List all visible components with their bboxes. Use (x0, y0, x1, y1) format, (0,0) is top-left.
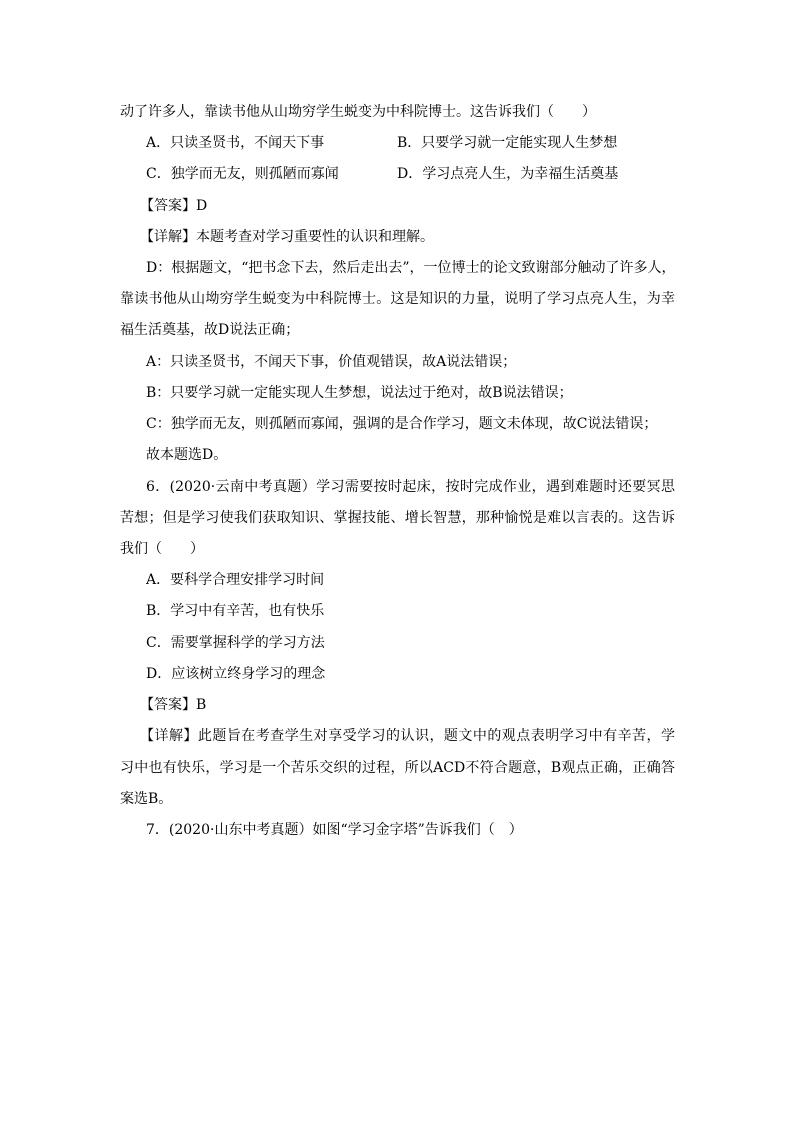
q6-stem-line: 我们（ ） (120, 541, 204, 557)
q5-explanation-heading: 【详解】本题考查对学习重要性的认识和理解。 (140, 229, 434, 245)
q5-stem-tail: 动了许多人，靠读书他从山坳穷学生蜕变为中科院博士。这告诉我们（ ） (120, 104, 596, 120)
q5-explanation-line: 福生活奠基，故D说法正确； (120, 322, 300, 338)
q6-option-c: C．需要掌握科学的学习方法 (146, 635, 325, 651)
q5-explanation-line: 靠读书他从山坳穷学生蜕变为中科院博士。这是知识的力量，说明了学习点亮人生，为幸 (120, 291, 675, 307)
q5-answer: 【答案】D (140, 198, 208, 214)
q5-explanation-line: B：只要学习就一定能实现人生梦想，说法过于绝对，故B说法错误； (146, 385, 573, 401)
q5-option-c: C．独学而无友，则孤陋而寡闻 (146, 166, 339, 182)
q6-answer: 【答案】B (140, 697, 207, 713)
q6-explanation-line: 【详解】此题旨在考查学生对享受学习的认识，题文中的观点表明学习中有辛苦，学 (140, 728, 675, 744)
q6-option-b: B．学习中有辛苦，也有快乐 (146, 603, 325, 619)
q5-explanation-line: A：只读圣贤书，不闻天下事，价值观错误，故A说法错误； (146, 354, 517, 370)
q5-option-b: B．只要学习就一定能实现人生梦想 (397, 135, 618, 151)
q6-explanation-line: 习中也有快乐，学习是一个苦乐交织的过程，所以ACD不符合题意，B观点正确，正确答 (120, 760, 675, 776)
q5-explanation-line: D：根据题文，“把书念下去，然后走出去”，一位博士的论文致谢部分触动了许多人， (146, 260, 676, 276)
q5-option-d: D．学习点亮人生，为幸福生活奠基 (397, 166, 619, 182)
q5-explanation-line: C：独学而无友，则孤陋而寡闻，强调的是合作学习，题文未体现，故C说法错误； (146, 416, 658, 432)
q6-stem-line: 6．(2020·云南中考真题）学习需要按时起床，按时完成作业，遇到难题时还要冥思 (146, 479, 675, 495)
q7-stem: 7．(2020·山东中考真题）如图“学习金字塔”告诉我们（ ） (146, 822, 523, 838)
q6-option-a: A．要科学合理安排学习时间 (146, 572, 325, 588)
q6-explanation-line: 案选B。 (120, 791, 173, 807)
q6-option-d: D．应该树立终身学习的理念 (146, 666, 326, 682)
q5-conclusion: 故本题选D。 (146, 447, 228, 463)
q6-stem-line: 苦想；但是学习使我们获取知识、掌握技能、增长智慧，那种愉悦是难以言表的。这告诉 (120, 510, 675, 526)
q5-option-a: A．只读圣贤书，不闻天下事 (146, 135, 325, 151)
